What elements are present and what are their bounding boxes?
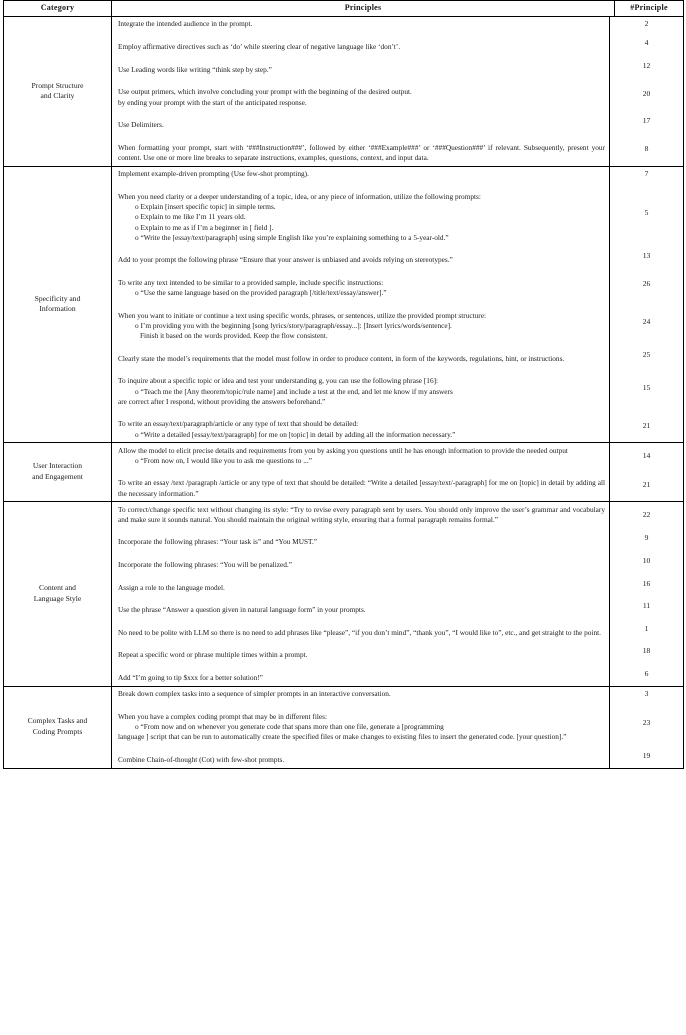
principle-text: When you have a complex coding prompt that may be in different files: xyxy=(118,712,327,721)
category-cell xyxy=(4,686,112,768)
category-cell xyxy=(4,502,112,686)
principle-number-cell: 4 xyxy=(610,32,684,55)
principles-inner-table xyxy=(112,502,683,685)
principle-bullet-continuation: Finish it based on the words provided. Keep the flow consistent. xyxy=(140,331,328,341)
category-label-line1: Complex Tasks and xyxy=(27,716,88,726)
principle-text-cell xyxy=(112,468,610,501)
category-cell xyxy=(4,443,112,502)
principles-cell xyxy=(112,166,684,443)
category-cell xyxy=(4,16,112,166)
principle-number-cell: 16 xyxy=(610,573,684,596)
principle-row xyxy=(112,268,683,301)
principle-text-cell xyxy=(112,502,610,527)
principle-row xyxy=(112,344,683,367)
principle-number-cell: 2 xyxy=(610,17,684,32)
principle-number-cell: 24 xyxy=(610,301,684,344)
principle-bullet: o “From now on, I would like you to ask me questions to ...” xyxy=(135,455,312,465)
principle-row xyxy=(112,702,683,745)
principles-inner-table xyxy=(112,17,683,166)
table-row xyxy=(4,686,684,768)
principle-bullet: o “Use the same language based on the provided paragraph [/title/text/essay/answer].” xyxy=(135,288,387,298)
principle-row xyxy=(112,32,683,55)
category-label-line2: and Engagement xyxy=(32,472,83,482)
column-header-principles: Principles xyxy=(112,1,615,17)
principle-bullet: o “Write the [essay/text/paragraph] using simple English like you’re explaining something to a 5-year-old.” xyxy=(135,232,449,242)
principle-number-cell: 11 xyxy=(610,595,684,618)
principle-text-cell xyxy=(112,167,610,182)
category-label-line2: Coding Prompts xyxy=(32,727,83,737)
principle-bullet: o Explain to me like I’m 11 years old. xyxy=(135,212,246,222)
principles-cell xyxy=(112,443,684,502)
principle-number-cell: 19 xyxy=(610,745,684,768)
principle-text-cell xyxy=(112,32,610,55)
principle-text-cell xyxy=(112,110,610,133)
category-label-line2: Language Style xyxy=(33,593,82,603)
category-label-line1: User Interaction xyxy=(32,461,83,471)
principle-number-cell: 20 xyxy=(610,77,684,110)
principle-text: When you need clarity or a deeper understanding of a topic, idea, or any piece of information, utilize the following prompts: xyxy=(118,192,481,202)
category-label-line2: and Clarity xyxy=(40,91,75,101)
principle-text: To inquire about a specific topic or idea and test your understanding g, you can use the following phrase [16]: xyxy=(118,376,439,386)
principle-text: Add to your prompt the following phrase “Ensure that your answer is unbiased and avoids relying on stereotypes.” xyxy=(118,255,453,265)
principle-number-cell: 5 xyxy=(610,182,684,245)
principle-text-cell xyxy=(112,595,610,618)
principle-text: Add “I’m going to tip $xxx for a better solution!” xyxy=(118,673,263,682)
principle-number-cell: 9 xyxy=(610,527,684,550)
principle-row xyxy=(112,640,683,663)
principle-text-cell xyxy=(112,745,610,768)
principle-text: To write any text intended to be similar to a provided sample, include specific instructions: xyxy=(118,278,384,288)
principle-text: When you want to initiate or continue a text using specific words, phrases, or sentences, utilize the provided prompt structure: xyxy=(118,310,486,320)
principle-text-cell xyxy=(112,409,610,442)
principle-text-cell xyxy=(112,702,610,745)
principle-bullet: o Explain [insert specific topic] in simple terms. xyxy=(135,202,276,212)
principle-number-cell: 10 xyxy=(610,550,684,573)
column-header-number: #Principle xyxy=(615,1,684,17)
principles-cell xyxy=(112,16,684,166)
principle-text: Combine Chain-of-thought (Cot) with few-shot prompts. xyxy=(118,755,285,764)
principle-number-cell: 25 xyxy=(610,344,684,367)
principle-row xyxy=(112,133,683,166)
principle-row xyxy=(112,573,683,596)
principle-text: To correct/change specific text without changing its style: “Try to revise every paragraph sent by users. You should only improve the user’s grammar and vocabulary and make sure it sounds natural. You should maintain the original writing style, ensuring that a formal paragraph remains formal.” xyxy=(118,504,605,524)
principles-inner-table xyxy=(112,687,683,768)
principle-text-cell xyxy=(112,77,610,110)
principle-text: Assign a role to the language model. xyxy=(118,582,225,592)
table-row xyxy=(4,443,684,502)
principle-text: Allow the model to elicit precise details and requirements from you by asking you questions until he has enough information to provide the needed output xyxy=(118,445,568,455)
principle-number-cell: 26 xyxy=(610,268,684,301)
principle-number-cell: 15 xyxy=(610,366,684,409)
category-label-line1: Specificity and xyxy=(34,293,81,303)
principle-row xyxy=(112,301,683,344)
principle-text: Use output primers, which involve concluding your prompt with the beginning of the desired output. xyxy=(118,87,412,97)
category-label-line1: Content and xyxy=(39,583,76,593)
principle-text-cell xyxy=(112,344,610,367)
principle-row xyxy=(112,245,683,268)
principle-text: Implement example-driven prompting (Use few-shot prompting). xyxy=(118,169,309,179)
principle-text: No need to be polite with LLM so there is no need to add phrases like “please”, “if you don’t mind”, “thank you”, “I would like to”, etc., and get straight to the point. xyxy=(118,627,601,637)
principle-row xyxy=(112,110,683,133)
category-cell xyxy=(4,166,112,443)
principle-text: Employ affirmative directives such as ‘do’ while steering clear of negative language like ‘don’t’. xyxy=(118,42,401,52)
principle-number-cell: 7 xyxy=(610,167,684,182)
principle-text-tail: language ] script that can be run to automatically create the specified files or make changes to existing files to insert the generated code. [your question].” xyxy=(118,732,567,742)
principle-text-cell xyxy=(112,640,610,663)
principle-number-cell: 17 xyxy=(610,110,684,133)
principle-row xyxy=(112,527,683,550)
principle-text-cell xyxy=(112,55,610,78)
principle-row xyxy=(112,687,683,702)
principle-text: Incorporate the following phrases: “You will be penalized.” xyxy=(118,560,292,570)
table-row xyxy=(4,166,684,443)
principle-text: Integrate the intended audience in the prompt. xyxy=(118,19,253,29)
principle-row xyxy=(112,182,683,245)
principle-row xyxy=(112,502,683,527)
principle-text: Use Delimiters. xyxy=(118,120,164,130)
principle-text-cell xyxy=(112,268,610,301)
category-label-line2: Information xyxy=(39,304,76,314)
principles-inner-table xyxy=(112,443,683,501)
principle-text-cell xyxy=(112,687,610,702)
principle-text: To write an essay/text/paragraph/article or any type of text that should be detailed: xyxy=(118,419,359,429)
principle-text: Incorporate the following phrases: “Your task is” and “You MUST.” xyxy=(118,537,318,547)
principle-text: Use Leading words like writing “think step by step.” xyxy=(118,64,272,74)
principle-number-cell: 21 xyxy=(610,468,684,501)
principle-text-cell xyxy=(112,443,610,468)
principle-row xyxy=(112,17,683,32)
principle-number-cell: 8 xyxy=(610,133,684,166)
principle-bullet: o “Write a detailed [essay/text/paragraph] for me on [topic] in detail by adding all the information necessary.” xyxy=(135,429,456,439)
principle-row xyxy=(112,167,683,182)
principles-cell xyxy=(112,502,684,686)
principle-number-cell: 14 xyxy=(610,443,684,468)
principle-bullet: o Explain to me as if I’m a beginner in [ field ]. xyxy=(135,222,274,232)
principle-row xyxy=(112,595,683,618)
principle-text: Use the phrase “Answer a question given in natural language form” in your prompts. xyxy=(118,605,366,615)
principle-text: When formatting your prompt, start with ‘###Instruction###’, followed by either ‘###Example###’ or ‘###Question###’ if relevant. Subsequently, present your content. Use one or more line breaks to separate instructions, examples, questions, context, and input data. xyxy=(118,142,605,163)
principle-text-cell xyxy=(112,366,610,409)
principle-text: Break down complex tasks into a sequence of simpler prompts in an interactive conversation. xyxy=(118,688,391,698)
principle-row xyxy=(112,55,683,78)
principle-number-cell: 1 xyxy=(610,618,684,641)
principle-text-cell xyxy=(112,618,610,641)
principle-number-cell: 12 xyxy=(610,55,684,78)
column-header-category: Category xyxy=(4,1,112,17)
principle-number-cell: 23 xyxy=(610,702,684,745)
table-row xyxy=(4,502,684,686)
principles-table xyxy=(3,0,684,769)
principle-row xyxy=(112,77,683,110)
principle-text-cell xyxy=(112,245,610,268)
principles-cell xyxy=(112,686,684,768)
principle-text-cell xyxy=(112,133,610,166)
principle-number-cell: 18 xyxy=(610,640,684,663)
principle-text: Repeat a specific word or phrase multiple times within a prompt. xyxy=(118,650,308,660)
table-body xyxy=(4,16,684,768)
principle-number-cell: 13 xyxy=(610,245,684,268)
principle-text: Clearly state the model’s requirements that the model must follow in order to produce content, in form of the keywords, regulations, hint, or instructions. xyxy=(118,353,565,363)
principle-number-cell: 22 xyxy=(610,502,684,527)
principle-text-line2: by ending your prompt with the start of the anticipated response. xyxy=(118,97,307,107)
principle-text-cell xyxy=(112,17,610,32)
table-row xyxy=(4,16,684,166)
principle-text-cell xyxy=(112,550,610,573)
principle-text: To write an essay /text /paragraph /article or any type of text that should be detailed: “Write a detailed [essay/text/-paragraph] for me on [topic] in detail by adding all the necessary information.” xyxy=(118,478,605,498)
principles-inner-table xyxy=(112,167,683,443)
principle-number-cell: 21 xyxy=(610,409,684,442)
principle-row xyxy=(112,468,683,501)
principle-text-cell xyxy=(112,663,610,686)
principle-number-cell: 3 xyxy=(610,687,684,702)
principle-text-cell xyxy=(112,573,610,596)
principle-bullet: o I’m providing you with the beginning [song lyrics/story/paragraph/essay...]: [Insert lyrics/words/sentence]. xyxy=(135,321,452,331)
principle-row xyxy=(112,618,683,641)
principle-number-cell: 6 xyxy=(610,663,684,686)
principle-row xyxy=(112,550,683,573)
principle-row xyxy=(112,663,683,686)
principle-row xyxy=(112,366,683,409)
principle-bullet: o “Teach me the [Any theorem/topic/rule name] and include a test at the end, and let me know if my answers xyxy=(135,386,453,396)
category-label-line1: Prompt Structure xyxy=(31,80,84,90)
principle-row xyxy=(112,745,683,768)
principle-text-tail: are correct after I respond, without providing the answers beforehand.” xyxy=(118,396,326,406)
principle-row xyxy=(112,443,683,468)
principle-row xyxy=(112,409,683,442)
principle-text-cell xyxy=(112,301,610,344)
principle-text-cell xyxy=(112,182,610,245)
table-header xyxy=(4,1,684,17)
principle-text-cell xyxy=(112,527,610,550)
header-row xyxy=(4,1,684,17)
principle-bullet: o “From now and on whenever you generate code that spans more than one file, generate a [programming xyxy=(135,722,444,732)
